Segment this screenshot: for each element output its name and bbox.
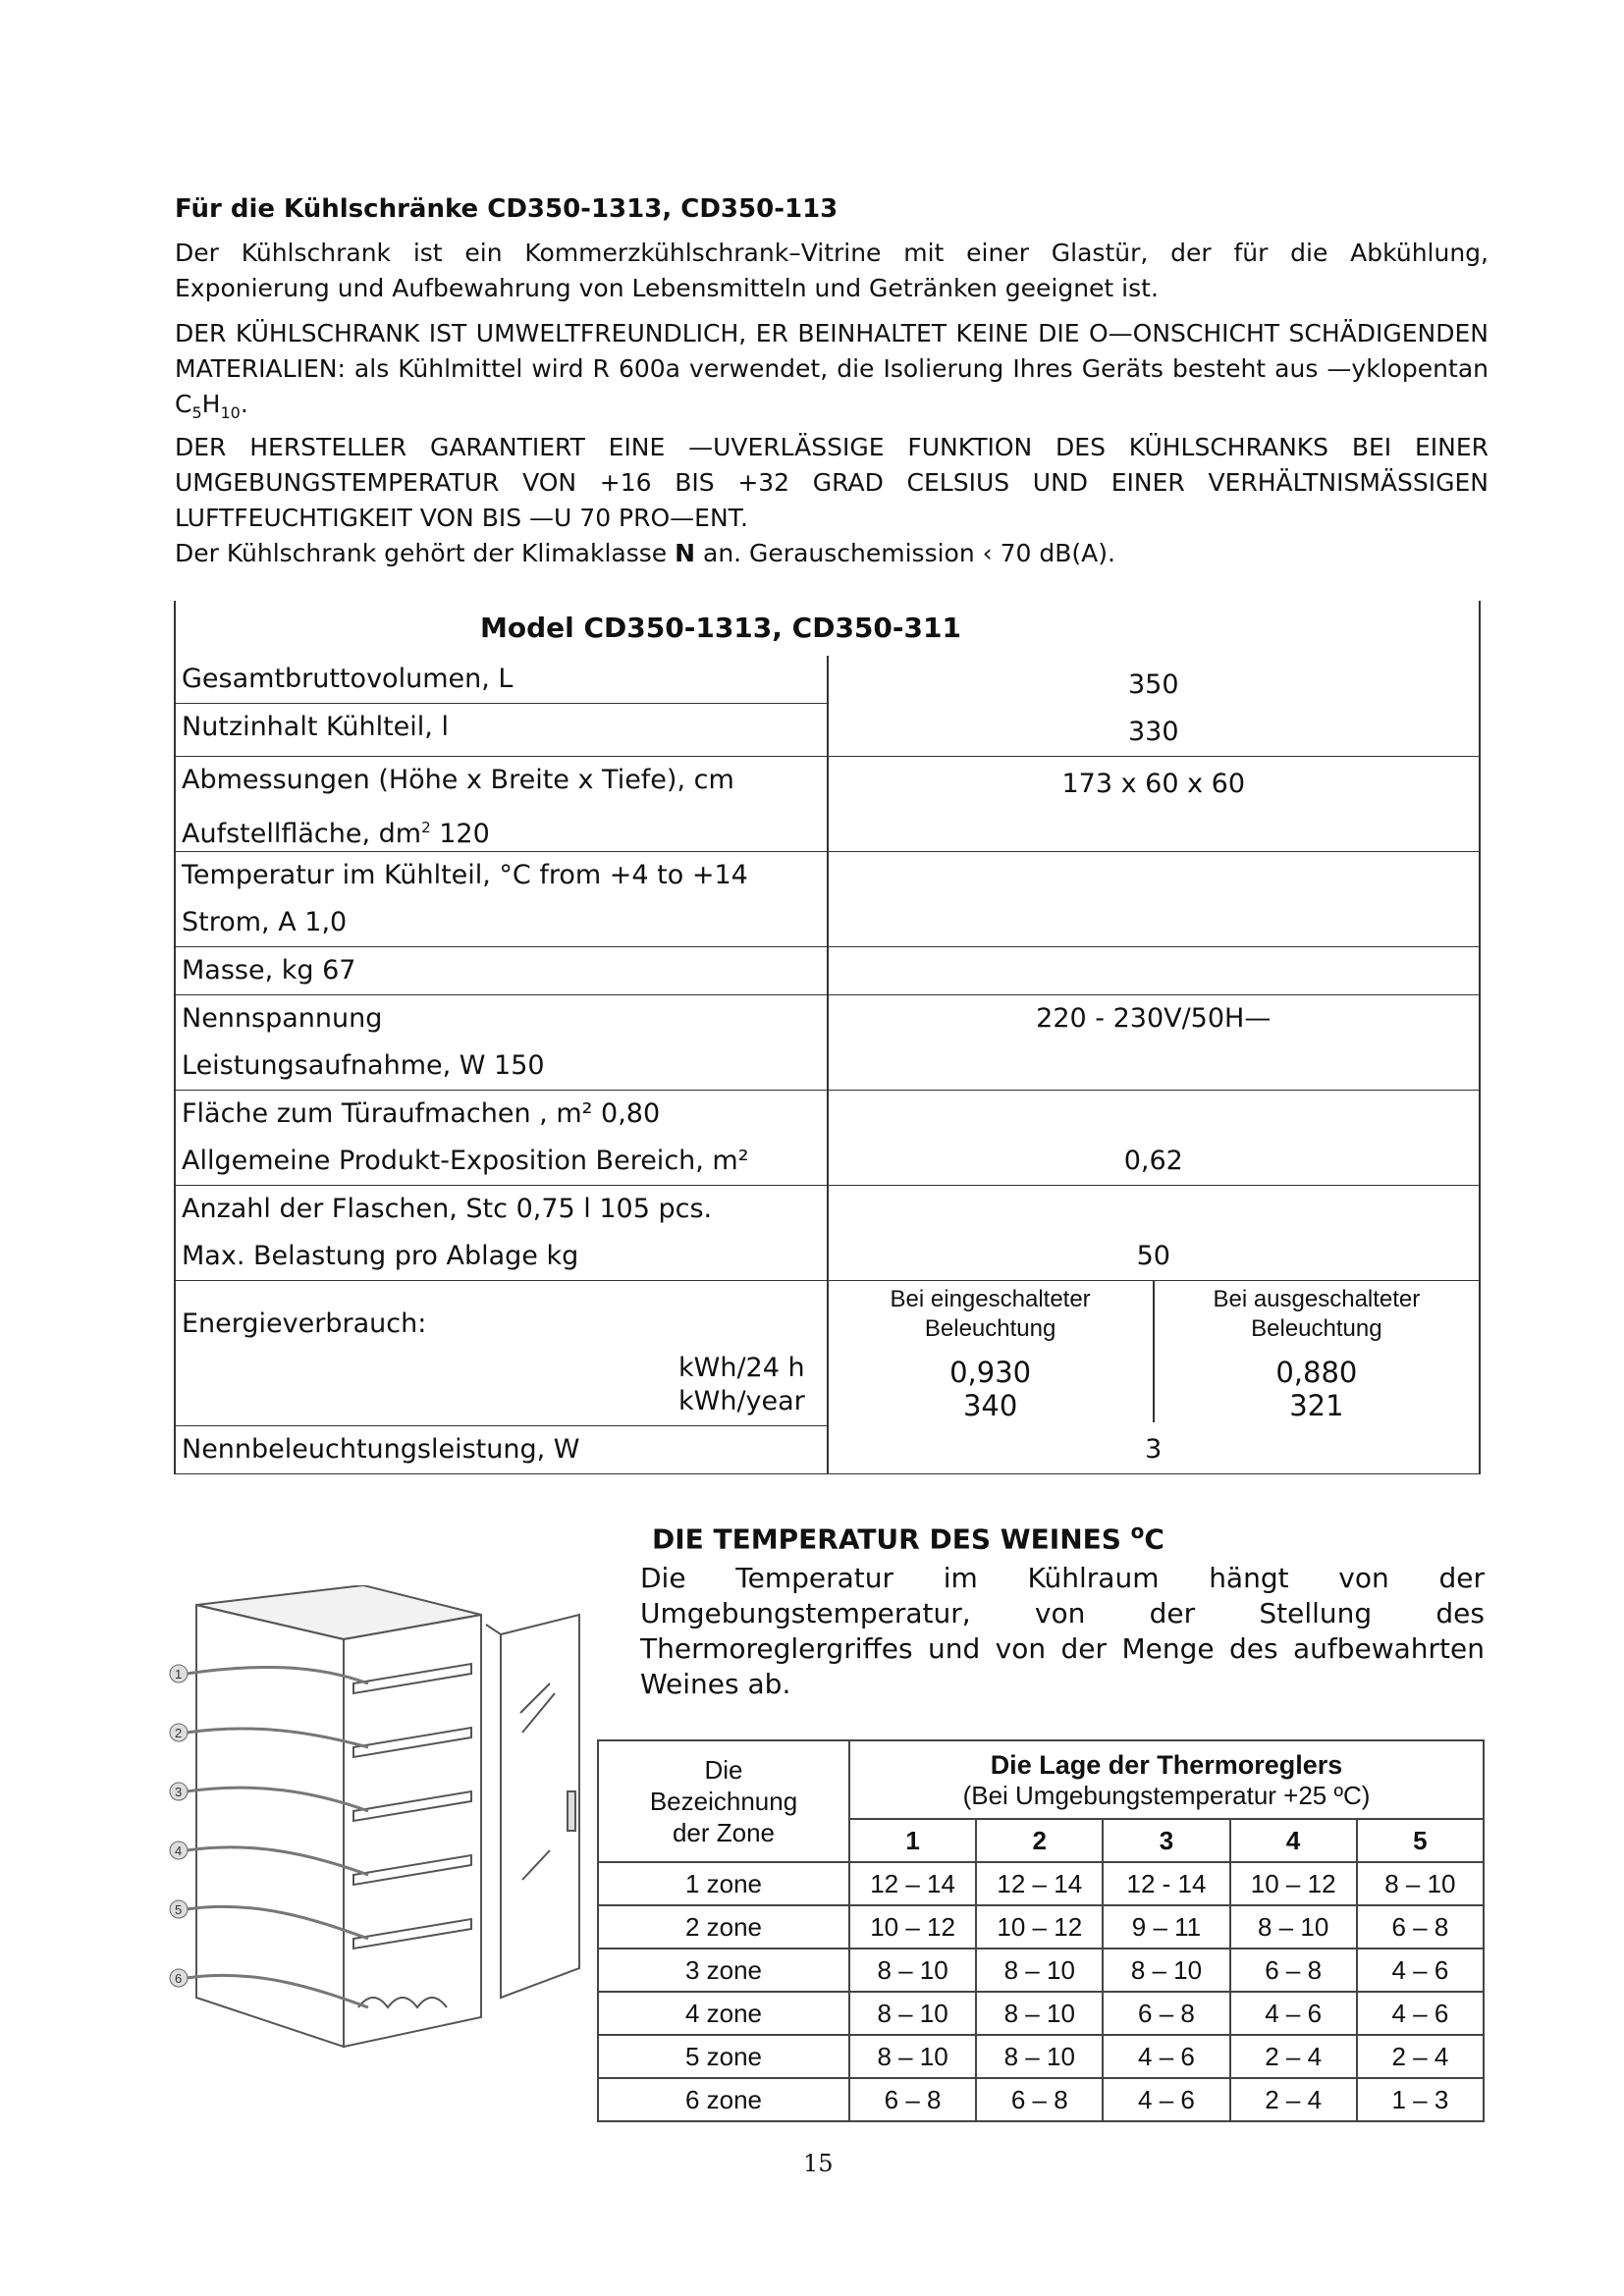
column-number: 3 (1103, 1819, 1229, 1862)
aufstell-sup: 2 (421, 819, 431, 836)
wine-heading-text: DIE TEMPERATUR DES WEINES (652, 1522, 1131, 1556)
intro-paragraph-2 (175, 316, 1489, 431)
glass-reflection-1 (520, 1683, 550, 1713)
leist-label: Leistungsaufnahme, W 150 (182, 1050, 545, 1081)
spec-row-exposition (175, 1091, 1480, 1186)
intro-text-2 (175, 316, 1489, 431)
table-cell: 12 – 14 (976, 1862, 1103, 1905)
licht-value: 3 (1145, 1433, 1163, 1465)
masse-label: Masse, kg 67 (182, 955, 356, 986)
zone-name: 2 zone (598, 1905, 849, 1949)
intro-paragraph-1: Der Kühlschrank ist ein Kommerzkühlschrank–Vitrine mit einer Glastür, der für die Abkühlung, Exponierung und Aufbewahrung von Lebensmitteln und Getränken geeignet ist. (175, 239, 1489, 302)
regulator-title: Die Lage der Thermoreglers (990, 1750, 1343, 1780)
kwh-year-unit: kWh/year (678, 1386, 805, 1416)
abm-value: 173 x 60 x 60 (1061, 769, 1246, 799)
formula-sub-10: 10 (220, 403, 241, 422)
table-cell: 2 – 4 (1357, 2035, 1484, 2078)
table-cell: 1 – 3 (1357, 2078, 1484, 2121)
bottle-rack (358, 1998, 447, 2007)
pointer-5 (187, 1906, 368, 1939)
allg-value: 0,62 (1123, 1146, 1183, 1176)
regulator-subtitle: (Bei Umgebungstemperatur +25 ºC) (962, 1781, 1371, 1810)
light-on-year: 340 (962, 1389, 1018, 1422)
abm-label: Abmessungen (Höhe x Breite x Tiefe), cm (182, 765, 734, 795)
table-cell: 8 – 10 (1357, 1862, 1484, 1905)
light-off-day: 0,880 (1275, 1356, 1358, 1389)
energy-light-off (1153, 1281, 1479, 1422)
table-cell: 10 – 12 (976, 1905, 1103, 1949)
door-handle (568, 1791, 575, 1831)
climate-class: N (675, 539, 696, 567)
table-cell: 4 – 6 (1103, 2035, 1229, 2078)
light-on-header-1: Bei eingeschalteter (890, 1286, 1091, 1312)
glass-reflection-3 (522, 1850, 550, 1880)
table-cell: 8 – 10 (1230, 1905, 1357, 1949)
spec-title-row (175, 601, 1480, 656)
table-cell: 12 - 14 (1103, 1862, 1229, 1905)
light-on-header-2: Beleuchtung (924, 1315, 1056, 1342)
flaeche-label: Fläche zum Türaufmachen , m² 0,80 (182, 1098, 661, 1129)
intro-text-4 (175, 536, 1489, 571)
fridge-opening (344, 1615, 481, 2047)
spec-table (174, 601, 1481, 1474)
table-cell: 4 – 6 (1357, 1992, 1484, 2035)
shelf-1 (353, 1664, 471, 1693)
spec-row-volume (175, 656, 1480, 757)
table-cell: 6 – 8 (1230, 1949, 1357, 1992)
anzahl-label: Anzahl der Flaschen, Stc 0,75 l 105 pcs. (182, 1194, 713, 1224)
pointer-1 (187, 1667, 368, 1683)
energy-light-on (829, 1281, 1153, 1422)
table-cell: 6 – 8 (1103, 1992, 1229, 2035)
nenn-value: 220 - 230V/50H— (1036, 1003, 1272, 1034)
light-off-header-1: Bei ausgeschalteter (1213, 1286, 1421, 1312)
table-cell: 12 – 14 (849, 1862, 976, 1905)
page-number: 15 (803, 2150, 834, 2177)
fridge-label-1: 1 (175, 1667, 183, 1682)
aufstell-text: Aufstellfläche, dm (182, 819, 422, 849)
light-off-year: 321 (1289, 1389, 1344, 1422)
gesamt-value: 350 (1127, 669, 1179, 700)
kwh-day-unit: kWh/24 h (678, 1353, 805, 1383)
spec-row-light (175, 1426, 1480, 1474)
table-cell: 2 – 4 (1230, 2078, 1357, 2121)
zone-name: 4 zone (598, 1992, 849, 2035)
wine-heading-unit: C (1144, 1522, 1164, 1556)
table-cell: 8 – 10 (849, 2035, 976, 2078)
spec-row-voltage (175, 995, 1480, 1091)
zone-name: 5 zone (598, 2035, 849, 2078)
zone-table (597, 1739, 1485, 2122)
zone-header-row (598, 1740, 1484, 1819)
pointer-2 (187, 1729, 368, 1747)
table-row (598, 2078, 1484, 2121)
max-value: 50 (1136, 1241, 1170, 1271)
glass-reflection-2 (522, 1693, 555, 1733)
fridge-label-4: 4 (175, 1843, 183, 1858)
zone-header-text: Die Bezeichnung der Zone (649, 1755, 798, 1847)
nutz-label: Nutzinhalt Kühlteil, l (176, 703, 827, 751)
column-number: 4 (1230, 1819, 1357, 1862)
spec-row-dimensions (175, 757, 1480, 852)
spec-row-energy (175, 1281, 1480, 1426)
noise-text: an. Gerauschemission ‹ 70 dB(A). (695, 539, 1115, 567)
licht-label: Nennbeleuchtungsleistung, W (182, 1434, 580, 1465)
intro-paragraph-3: DER HERSTELLER GARANTIERT EINE —UVERLÄSSIGE FUNKTION DES KÜHLSCHRANKS BEI EINER UMGEBUNGSTEMPERATUR VON +16 BIS +32 GRAD CELSIUS UND EINER VERHÄLTNISMÄSSIGEN LUFTFEUCHTIGKEIT VON BIS —U 70 PRO—ENT. (175, 433, 1489, 532)
light-on-day: 0,930 (949, 1356, 1032, 1389)
formula-sub-5: 5 (191, 403, 202, 422)
table-cell: 6 – 8 (1357, 1905, 1484, 1949)
max-label: Max. Belastung pro Ablage kg (182, 1241, 579, 1271)
shelf-5 (353, 1919, 471, 1949)
fridge-top (196, 1585, 481, 1639)
table-cell: 2 – 4 (1230, 2035, 1357, 2078)
shelf-4 (353, 1855, 471, 1885)
intro-p2-text: DER KÜHLSCHRANK IST UMWELTFREUNDLICH, ER BEINHALTET KEINE DIE O—ONSCHICHT SCHÄDIGENDEN MATERIALIEN: als Kühlmittel wird R 600a verwendet, die Isolierung Ihres Geräts besteht aus —yklopentan C (175, 319, 1489, 418)
table-cell: 4 – 6 (1103, 2078, 1229, 2121)
door-hinge (486, 1625, 501, 1634)
strom-label: Strom, A 1,0 (182, 907, 348, 937)
zone-name: 1 zone (598, 1862, 849, 1905)
wine-heading (652, 1520, 1164, 1555)
fridge-illustration (157, 1585, 609, 2076)
allg-label: Allgemeine Produkt-Exposition Bereich, m² (182, 1146, 749, 1176)
intro-paragraph-4 (175, 536, 1489, 571)
table-cell: 10 – 12 (849, 1905, 976, 1949)
table-cell: 8 – 10 (849, 1992, 976, 2035)
shelf-3 (353, 1791, 471, 1821)
table-row (598, 1992, 1484, 2035)
column-number: 2 (976, 1819, 1103, 1862)
model-title: Model CD350-1313, CD350-311 (480, 612, 961, 644)
energy-grid (829, 1281, 1480, 1422)
light-off-header-2: Beleuchtung (1251, 1315, 1382, 1342)
fridge-label-6: 6 (175, 1971, 183, 1986)
table-cell: 8 – 10 (1103, 1949, 1229, 1992)
regulator-header-cell (849, 1740, 1484, 1819)
table-cell: 6 – 8 (849, 2078, 976, 2121)
spec-row-bottles (175, 1186, 1480, 1281)
spec-row-temp (175, 852, 1480, 947)
zone-name: 3 zone (598, 1949, 849, 1992)
wine-text: Die Temperatur im Kühlraum hängt von der Umgebungstemperatur, von der Stellung des Thermoreglergriffes und von der Menge des aufbewahrten Weines ab. (640, 1562, 1485, 1700)
column-number: 5 (1357, 1819, 1484, 1862)
table-cell: 8 – 10 (976, 1992, 1103, 2035)
formula-end: . (240, 390, 248, 418)
shelf-2 (353, 1728, 471, 1757)
energie-label: Energieverbrauch: (182, 1308, 427, 1339)
table-cell: 6 – 8 (976, 2078, 1103, 2121)
table-cell: 8 – 10 (976, 2035, 1103, 2078)
table-cell: 9 – 11 (1103, 1905, 1229, 1949)
degree-sign: o (1130, 1520, 1145, 1543)
table-cell: 4 – 6 (1230, 1992, 1357, 2035)
fridge-label-5: 5 (175, 1902, 183, 1917)
gesamt-label: Gesamtbruttovolumen, L (182, 664, 514, 694)
nutz-value: 330 (1127, 717, 1179, 747)
pointer-3 (187, 1788, 368, 1811)
intro-text (175, 236, 1489, 306)
climate-text: Der Kühlschrank gehört der Klimaklasse (175, 539, 676, 567)
intro-text-3 (175, 430, 1489, 536)
pointer-4 (187, 1847, 368, 1875)
spec-row-mass (175, 947, 1480, 995)
fridge-label-3: 3 (175, 1785, 183, 1799)
aufstell-value: 120 (430, 819, 490, 849)
zone-name: 6 zone (598, 2078, 849, 2121)
column-number: 1 (849, 1819, 976, 1862)
table-row (598, 2035, 1484, 2078)
fridge-label-2: 2 (175, 1726, 183, 1740)
nenn-label: Nennspannung (182, 1003, 383, 1034)
formula-h: H (201, 390, 221, 418)
table-cell: 4 – 6 (1357, 1949, 1484, 1992)
table-cell: 8 – 10 (976, 1949, 1103, 1992)
table-row (598, 1905, 1484, 1949)
table-cell: 8 – 10 (849, 1949, 976, 1992)
aufstell-label (182, 804, 821, 851)
table-cell: 10 – 12 (1230, 1862, 1357, 1905)
zone-header-cell (598, 1740, 849, 1862)
table-row (598, 1949, 1484, 1992)
table-row (598, 1862, 1484, 1905)
section-heading: Für die Kühlschränke CD350-1313, CD350-113 (175, 194, 839, 224)
temp-label: Temperatur im Kühlteil, °C from +4 to +14 (182, 860, 748, 890)
